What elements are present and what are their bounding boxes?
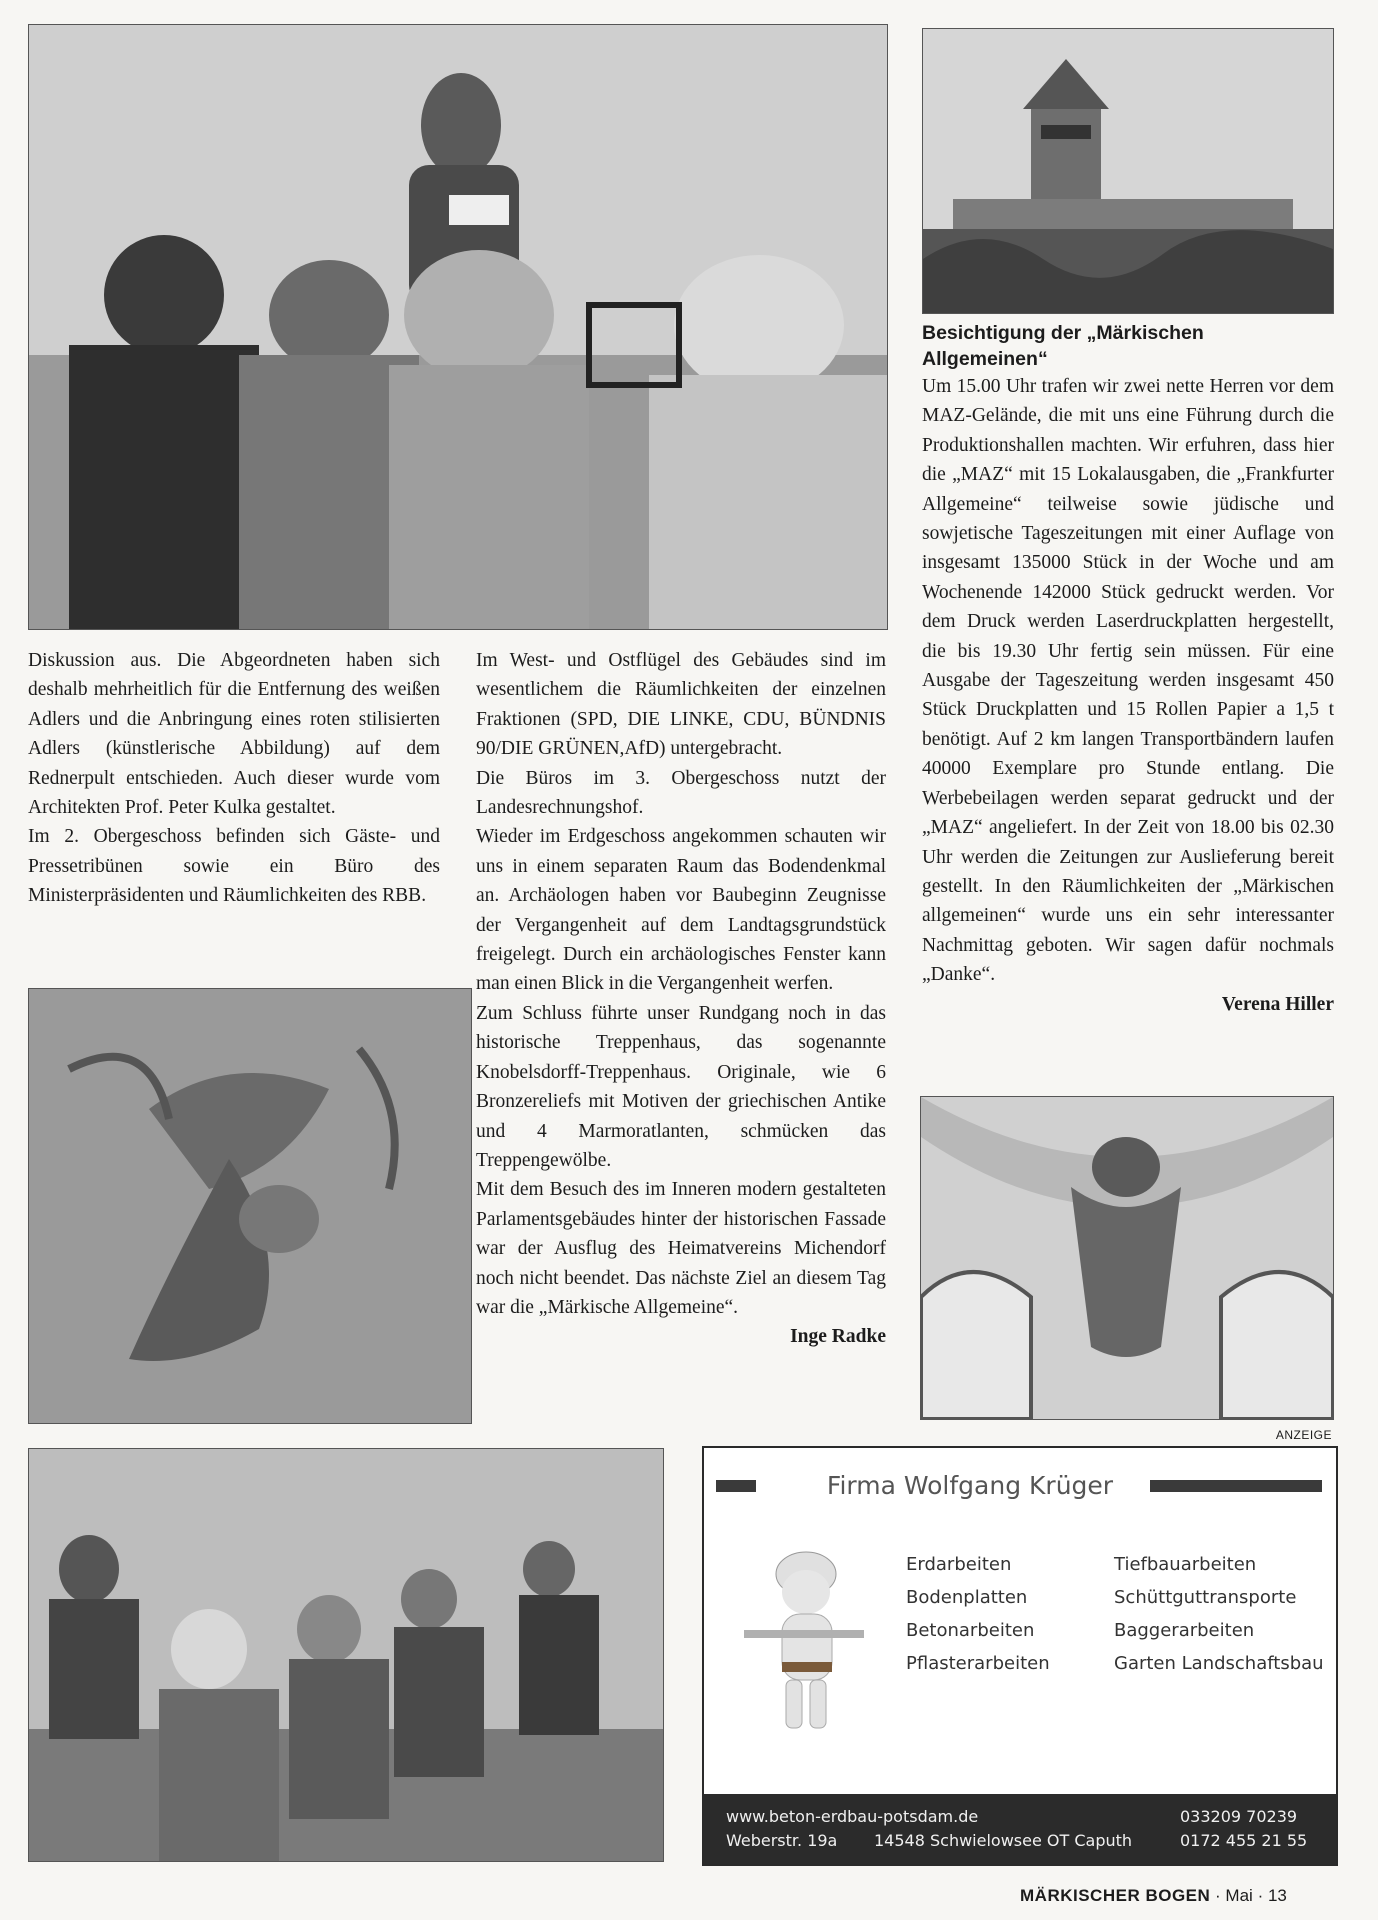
ad-label: ANZEIGE	[1275, 1428, 1332, 1442]
ad-company-name: Firma Wolfgang Krüger	[790, 1470, 1150, 1502]
paragraph: Die Büros im 3. Obergeschoss nutzt der Landesrechnungshof.	[476, 767, 886, 819]
ad-website-link[interactable]: www.beton-erdbau-potsdam.de	[726, 1807, 979, 1826]
section-heading: Besichtigung der „Märkischen Allgemeinen“	[922, 322, 1204, 370]
photo-tower	[922, 28, 1334, 314]
paragraph: Zum Schluss führte unser Rundgang noch in das historische Treppenhaus, das sogenannte Knobelsdorff-Treppenhaus. Originale, wie 6 Bronzereliefs mit Motiven der griechischen Antike und 4 Marmoratlanten, schmücken das Treppengewölbe.	[476, 1002, 886, 1171]
ad-service: Betonarbeiten	[906, 1620, 1035, 1641]
paragraph: Um 15.00 Uhr trafen wir zwei nette Herren vor dem MAZ-Gelände, die mit uns eine Führung durch die Produktionshallen machten. Wir erfuhren, dass hier die „MAZ“ mit 15 Lokalausgaben, die „Frankfurter Allgemeine“ teilweise sowie jüdische und sowjetische Tageszeitungen mit einer Auflage von insgesamt 135000 Stück in der Woche und am Wochenende 142000 Stück gedruckt werden. Vor dem Druck werden Laserdruckplatten hergestellt, die bis 19.30 Uhr fertig sein müssen. Für eine Ausgabe der Tageszeitung werden insgesamt 450 Stück Druckplatten und 15 Rollen Papier a 1,5 t benötigt. Auf 2 km langen Transportbändern laufen 40000 Exemplare pro Stunde entlang. Die Werbebeilagen werden separat gedruckt und der „MAZ“ angeliefert. In der Zeit von 18.00 bis 02.30 Uhr werden die Zeitungen zur Auslieferung bereit gestellt. In den Räumlichkeiten der „Märkischen allgemeinen“ wurde uns ein sehr interessanter Nachmittag geboten. Wir sagen dafür nochmals „Danke“.	[922, 376, 1334, 986]
paragraph: Diskussion aus. Die Abgeordneten haben sich deshalb mehrheitlich für die Entfernung des weißen Adlers und die Anbringung eines roten stilisierten Adlers (künstlerische Abbildung) auf dem Rednerpult entschieden. Auch dieser wurde vom Architekten Prof. Peter Kulka gestaltet.	[28, 650, 440, 819]
photo-audience	[28, 1448, 664, 1862]
worker-figure-icon	[744, 1534, 874, 1734]
footer-separator: ·	[1215, 1886, 1226, 1905]
paragraph: Im 2. Obergeschoss befinden sich Gäste- und Pressetribünen sowie ein Büro des Ministerpräsidenten und Räumlichkeiten des RBB.	[28, 826, 440, 907]
ad-street: Weberstr. 19a	[726, 1831, 838, 1850]
ad-service: Bodenplatten	[906, 1587, 1028, 1608]
ad-service: Tiefbauarbeiten	[1114, 1554, 1257, 1575]
ad-bar-right	[1124, 1480, 1322, 1492]
ad-service: Baggerarbeiten	[1114, 1620, 1255, 1641]
ad-title-bar	[716, 1470, 1322, 1502]
magazine-name: MÄRKISCHER BOGEN	[1020, 1886, 1211, 1905]
ad-bar-left	[716, 1480, 756, 1492]
footer-separator: ·	[1257, 1886, 1268, 1905]
photo-marble-atlas	[920, 1096, 1334, 1420]
photo-lecture	[28, 24, 888, 630]
ad-mobile: 0172 455 21 55	[1180, 1831, 1308, 1850]
paragraph: Im West- und Ostflügel des Gebäudes sind im wesentlichem die Räumlichkeiten der einzelnen Fraktionen (SPD, DIE LINKE, CDU, BÜNDNIS 90/DIE GRÜNEN,AfD) untergebracht.	[476, 650, 886, 760]
ad-service: Garten Landschaftsbau	[1114, 1653, 1324, 1674]
ad-city: 14548 Schwielowsee OT Caputh	[874, 1831, 1133, 1850]
author-signature: Inge Radke	[790, 1326, 886, 1348]
ad-services-right	[1114, 1548, 1324, 1680]
ad-phone: 033209 70239	[1180, 1807, 1298, 1826]
ad-services-left	[906, 1548, 1050, 1680]
ad-service: Pflasterarbeiten	[906, 1653, 1050, 1674]
paragraph: Mit dem Besuch des im Inneren modern gestalteten Parlamentsgebäudes hinter der historischen Fassade war der Ausflug des Heimatvereins Michendorf noch nicht beendet. Das nächste Ziel an diesem Tag war die „Märkische Allgemeine“.	[476, 1179, 886, 1318]
article-column-left	[28, 646, 440, 911]
page-number: 13	[1267, 1886, 1287, 1905]
article-column-right	[922, 320, 1334, 1019]
page-footer	[1020, 1886, 1287, 1906]
ad-service: Schüttguttransporte	[1114, 1587, 1297, 1608]
advertisement[interactable]	[702, 1446, 1338, 1866]
article-column-middle	[476, 646, 886, 1352]
author-signature: Verena Hiller	[1221, 993, 1334, 1015]
photo-bronze-relief	[28, 988, 472, 1424]
paragraph: Wieder im Erdgeschoss angekommen schauten wir uns in einem separaten Raum das Bodendenkmal an. Archäologen haben vor Baubeginn Zeugnisse der Vergangenheit auf dem Landtagsgrundstück freigelegt. Durch ein archäologisches Fenster kann man einen Blick in die Vergangenheit werfen.	[476, 826, 886, 995]
issue-month: Mai	[1225, 1886, 1253, 1905]
ad-service: Erdarbeiten	[906, 1554, 1012, 1575]
ad-contact-footer	[704, 1794, 1336, 1864]
